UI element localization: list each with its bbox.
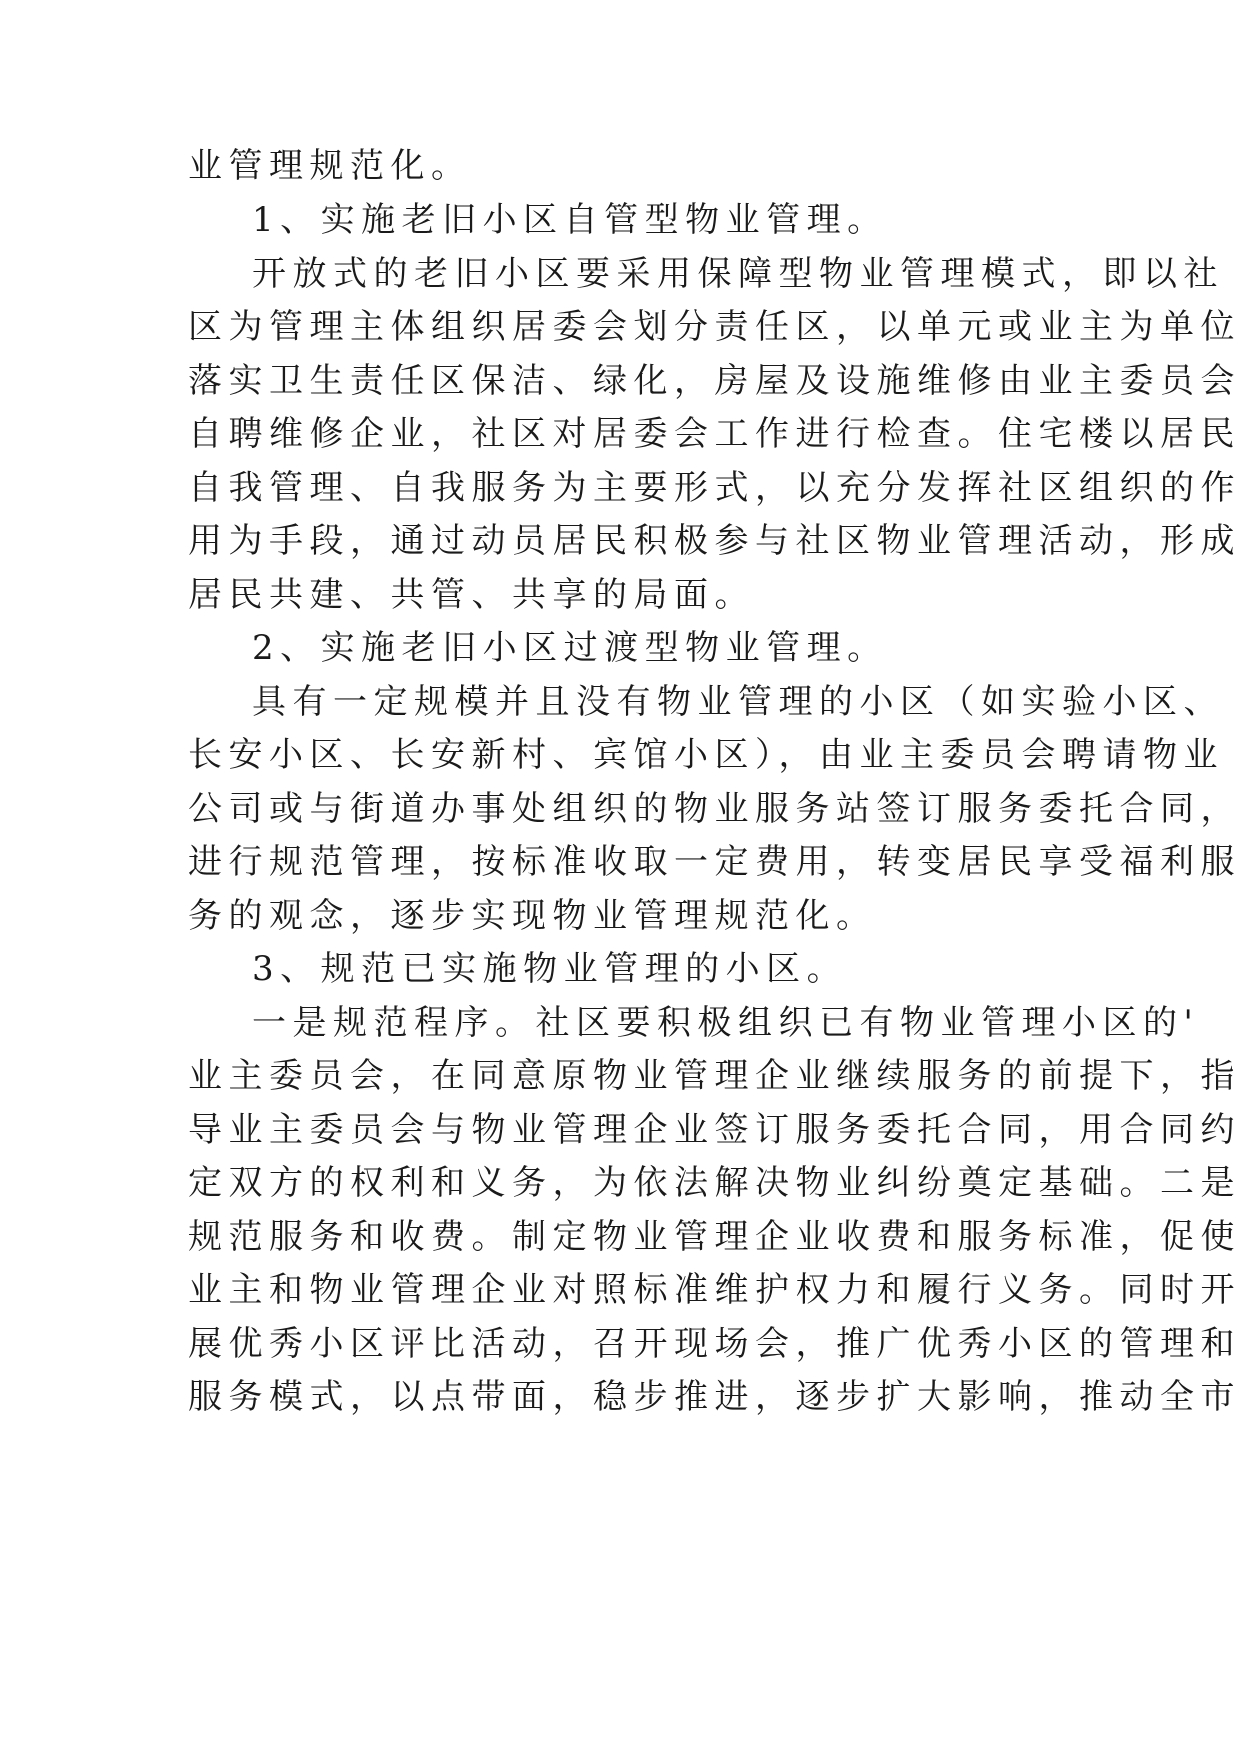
paragraph-1-line-7: 居民共建、共管、共享的局面。 (188, 575, 755, 615)
paragraph-3-line-7: 展优秀小区评比活动，召开现场会，推广优秀小区的管理和 (188, 1324, 1241, 1364)
paragraph-2-line-3: 公司或与街道办事处组织的物业服务站签订服务委托合同， (188, 789, 1241, 829)
text-line-1: 业管理规范化。 (188, 146, 472, 186)
paragraph-1-line-5: 自我管理、自我服务为主要形式，以充分发挥社区组织的作 (188, 468, 1241, 508)
paragraph-1-line-4: 自聘维修企业，社区对居委会工作进行检查。住宅楼以居民 (188, 414, 1241, 454)
heading-2: 2、实施老旧小区过渡型物业管理。 (252, 628, 888, 668)
paragraph-3-line-6: 业主和物业管理企业对照标准维护权力和履行义务。同时开 (188, 1270, 1241, 1310)
paragraph-1-line-2: 区为管理主体组织居委会划分责任区，以单元或业主为单位 (188, 307, 1241, 347)
paragraph-3-line-8: 服务模式，以点带面，稳步推进，逐步扩大影响，推动全市 (188, 1377, 1241, 1417)
paragraph-3-line-4: 定双方的权利和义务，为依法解决物业纠纷奠定基础。二是 (188, 1163, 1241, 1203)
paragraph-1-line-6: 用为手段，通过动员居民积极参与社区物业管理活动，形成 (188, 521, 1241, 561)
paragraph-2-line-4: 进行规范管理，按标准收取一定费用，转变居民享受福利服 (188, 842, 1241, 882)
paragraph-2-line-5: 务的观念，逐步实现物业管理规范化。 (188, 896, 877, 936)
paragraph-1-line-3: 落实卫生责任区保洁、绿化，房屋及设施维修由业主委员会 (188, 361, 1241, 401)
paragraph-2-line-1: 具有一定规模并且没有物业管理的小区（如实验小区、 (252, 682, 1224, 722)
paragraph-3-line-2: 业主委员会，在同意原物业管理企业继续服务的前提下，指 (188, 1056, 1241, 1096)
paragraph-3-line-1: 一是规范程序。社区要积极组织已有物业管理小区的' (252, 1003, 1200, 1043)
paragraph-3-line-5: 规范服务和收费。制定物业管理企业收费和服务标准，促使 (188, 1217, 1241, 1257)
heading-1: 1、实施老旧小区自管型物业管理。 (252, 200, 888, 240)
paragraph-1-line-1: 开放式的老旧小区要采用保障型物业管理模式，即以社 (252, 254, 1224, 294)
heading-3: 3、规范已实施物业管理的小区。 (252, 949, 848, 989)
paragraph-2-line-2: 长安小区、长安新村、宾馆小区），由业主委员会聘请物业 (188, 735, 1224, 775)
paragraph-3-line-3: 导业主委员会与物业管理企业签订服务委托合同，用合同约 (188, 1110, 1241, 1150)
